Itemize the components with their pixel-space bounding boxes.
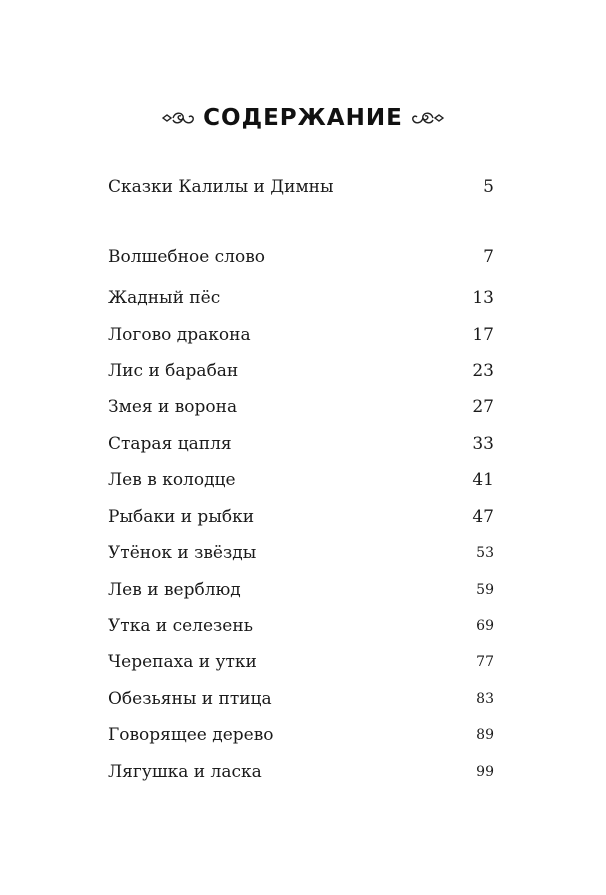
- toc-entry-title: Лис и барабан: [108, 361, 239, 381]
- toc-entry-page: 17: [472, 325, 494, 345]
- toc-entry-title: Обезьяны и птица: [108, 689, 272, 709]
- toc-entry[interactable]: [108, 649, 494, 675]
- toc-entry-page: 53: [476, 545, 494, 561]
- toc-entry-page: 23: [472, 361, 494, 381]
- toc-entry-page: 27: [472, 397, 494, 417]
- toc-entry-page: 13: [472, 288, 494, 308]
- toc-entry[interactable]: [108, 686, 494, 712]
- toc-entry[interactable]: [108, 285, 494, 311]
- toc-entry-title: Лев в колодце: [108, 470, 236, 490]
- toc-entry[interactable]: [108, 577, 494, 603]
- page-title: СОДЕРЖАНИЕ: [203, 105, 403, 131]
- toc-entry[interactable]: [108, 540, 494, 566]
- ornament-right-icon: [411, 109, 445, 127]
- toc-entry-title: Жадный пёс: [108, 288, 221, 308]
- toc-entry[interactable]: [108, 431, 494, 457]
- toc-entry-title: Лев и верблюд: [108, 580, 241, 600]
- toc-entry-title: Рыбаки и рыбки: [108, 507, 255, 527]
- toc-entry-title: Утёнок и звёзды: [108, 543, 257, 563]
- toc-entry-title: Змея и ворона: [108, 397, 238, 417]
- toc-entry-title: Черепаха и утки: [108, 652, 257, 672]
- toc-entry-page: 41: [472, 470, 494, 490]
- toc-entry-page: 47: [472, 507, 494, 527]
- toc-entry-page: 59: [476, 582, 494, 598]
- toc-entry-page: 33: [472, 434, 494, 454]
- toc-entry[interactable]: [108, 394, 494, 420]
- toc-entry-page: 7: [483, 247, 494, 267]
- toc-entry[interactable]: [108, 722, 494, 748]
- toc-entry-page: 99: [476, 764, 494, 780]
- toc-entry-title: Логово дракона: [108, 325, 251, 345]
- toc-entry-page: 89: [476, 727, 494, 743]
- toc-entry-page: 77: [476, 654, 494, 670]
- toc-entry[interactable]: [108, 613, 494, 639]
- toc-entry[interactable]: [108, 504, 494, 530]
- ornament-left-icon: [161, 109, 195, 127]
- toc-entry-title: Старая цапля: [108, 434, 232, 454]
- toc-entry[interactable]: [108, 322, 494, 348]
- toc-entry-title: Утка и селезень: [108, 616, 253, 636]
- toc-entry[interactable]: [108, 467, 494, 493]
- toc-entry[interactable]: [108, 174, 494, 200]
- toc-entry-title: Лягушка и ласка: [108, 762, 262, 782]
- toc-entry-title: Волшебное слово: [108, 247, 266, 267]
- toc-entry-page: 5: [483, 177, 494, 197]
- toc-entry-title: Говорящее дерево: [108, 725, 274, 745]
- toc-entry[interactable]: [108, 244, 494, 270]
- toc-entry-title: Сказки Калилы и Димны: [108, 177, 334, 197]
- toc-entry-page: 83: [476, 691, 494, 707]
- toc-header: [0, 98, 606, 138]
- toc-entry-page: 69: [476, 618, 494, 634]
- toc-entry[interactable]: [108, 358, 494, 384]
- toc-entry[interactable]: [108, 759, 494, 785]
